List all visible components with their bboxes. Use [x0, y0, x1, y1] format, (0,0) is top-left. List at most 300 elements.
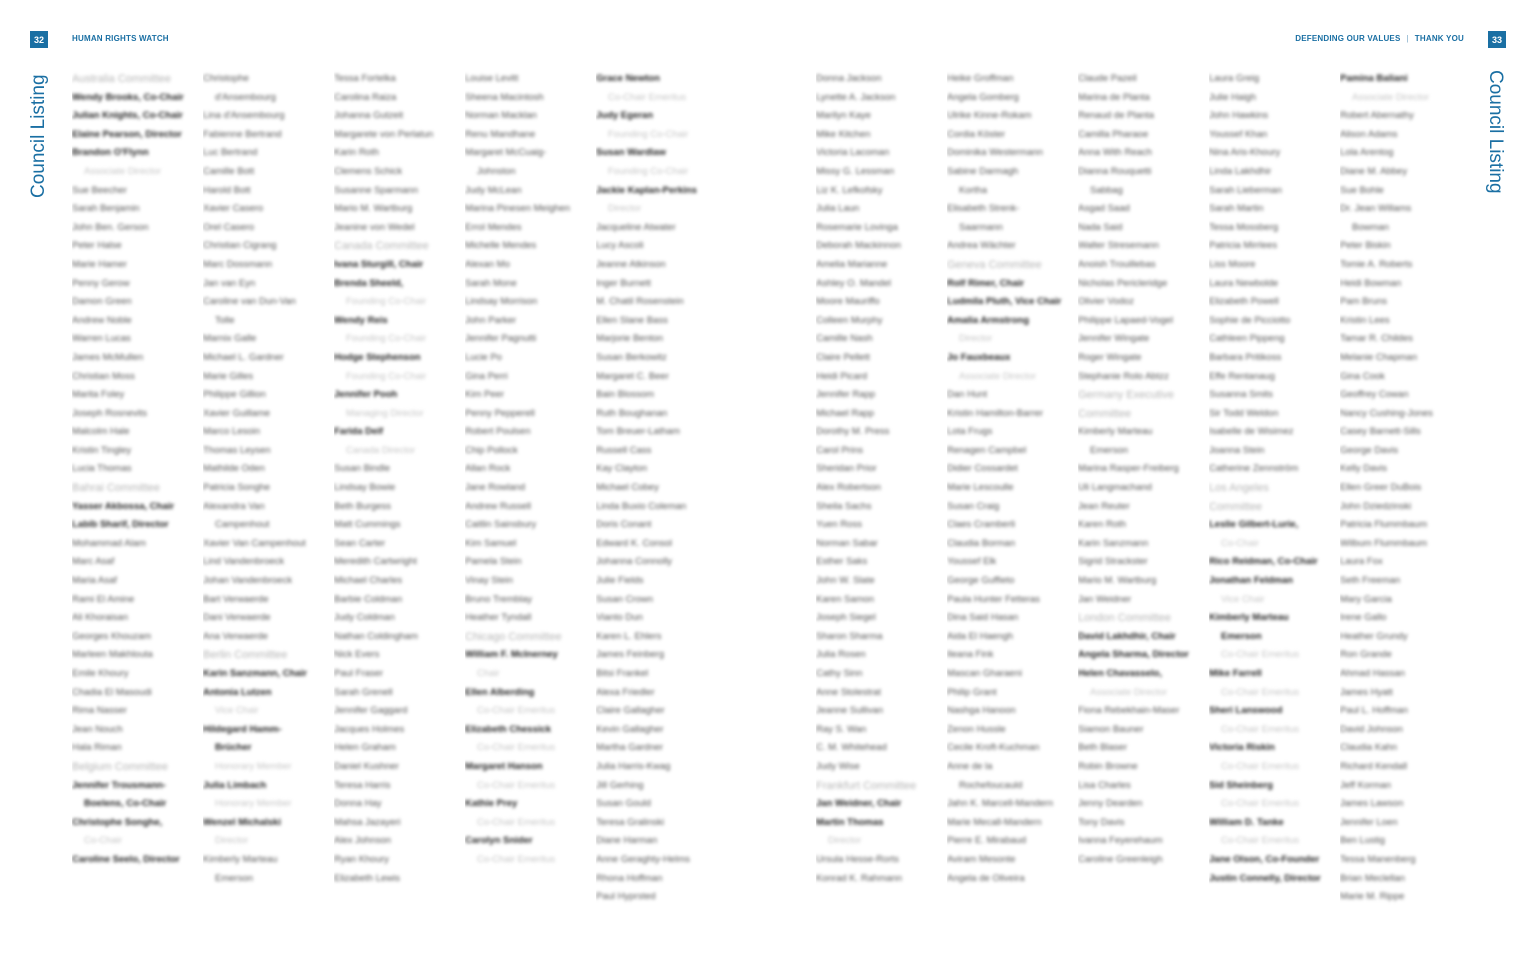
council-member-name: Lindsay Morrison [465, 296, 538, 308]
council-member-name: Carol Prins [816, 444, 863, 456]
council-member-name: Vinay Stein [465, 575, 513, 587]
council-member-name: Joseph Rosnevits [72, 407, 147, 419]
council-member-name: Marie M. Rippe [1340, 891, 1405, 903]
committee-officer: Rico Reidman, Co-Chair [1209, 556, 1318, 568]
council-member-name: Jeanine von Wedel [334, 221, 415, 233]
council-member-name: John Parker [465, 314, 517, 326]
council-member-name: Sharon Sharma [816, 630, 883, 642]
council-member-name: Peter Halse [72, 240, 122, 252]
council-member-name: Nashga Hanoon [947, 705, 1016, 717]
council-member-name: Ashley O. Mandel [816, 277, 891, 289]
council-member-name: Pam Bruns [1340, 296, 1387, 308]
council-member-name: Jahn K. Marcell-Mandern [947, 798, 1054, 810]
council-member-name: Johanna Gutzeit [334, 110, 404, 122]
member-role: Co-Chair Emeritus [477, 705, 556, 717]
listing-column [1078, 70, 1209, 907]
council-member-name: Jennifer Pagnutti [465, 333, 537, 345]
council-member-name: Susan Gould [596, 798, 651, 810]
council-member-name: Caroline Greenleigh [1078, 853, 1163, 865]
council-member-name: Peter Biskin [1340, 240, 1391, 252]
council-member-name: Lisa Charles [1078, 779, 1131, 791]
council-member-name: Marco Lesoin [203, 426, 261, 438]
council-member-name: Ray S. Wan [816, 723, 867, 735]
council-member-name: Lynette A. Jackson [816, 91, 896, 103]
council-member-name: Joseph Siegel [816, 612, 876, 624]
council-member-name: Ulrike Kinne-Rokam [947, 110, 1032, 122]
council-member-name: Ruth Boughanan [596, 407, 668, 419]
member-role: Founding Co-Chair [608, 128, 689, 140]
council-member-name: Nina Aris-Khoury [1209, 147, 1281, 159]
council-member-name: Tomie A. Roberts [1340, 258, 1413, 270]
council-member-name: Catherine Zennström [1209, 463, 1299, 475]
member-role: Canada Director [346, 444, 416, 456]
council-member-name: Sarah Grenell [334, 686, 393, 698]
council-member-name: Lucy Ascoli [596, 240, 644, 252]
council-member-name: Karin Roth [334, 147, 379, 159]
council-member-name: Anne de la [947, 760, 993, 772]
council-member-name: Dianna Rouquetti [1078, 165, 1152, 177]
council-member-name: Brian Meclellan [1340, 872, 1405, 884]
council-member-name: Jane Rowland [465, 482, 526, 494]
council-member-name: Alex Robertson [816, 482, 881, 494]
council-member-name: Tony Davis [1078, 816, 1125, 828]
council-member-name: Elizabeth Lewis [334, 872, 401, 884]
council-member-name: Nancy Cushing-Jones [1340, 407, 1433, 419]
council-member-name: Angela Gomberg [947, 91, 1019, 103]
council-member-name: Donna Jackson [816, 73, 882, 84]
council-member-name: Joanna Stein [1209, 444, 1265, 456]
council-member-name: Andrew Noble [72, 314, 132, 326]
council-member-name: Camilla Pharaoe [1078, 128, 1149, 140]
council-member-name: Seth Freeman [1340, 575, 1401, 587]
name-columns [816, 70, 1471, 907]
council-member-name: Laura Fox [1340, 556, 1383, 568]
council-member-name: Liz K. Lefkofsky [816, 184, 883, 196]
member-role: Honorary Member [215, 798, 292, 810]
council-member-name: Sarah Martin [1209, 203, 1264, 215]
council-member-name: James Feinberg [596, 649, 665, 661]
council-member-name: Bruno Tremblay [465, 593, 533, 605]
council-member-name: Paul L. Hoffman [1340, 705, 1408, 717]
council-member-name: Kevin Gallagher [596, 723, 664, 735]
council-member-name: Philippe Gillion [203, 389, 266, 401]
council-member-name: Melanie Chapman [1340, 351, 1418, 363]
council-member-name: Anne Geraghty-Helms [596, 853, 690, 865]
member-role: Co-Chair Emeritus [477, 816, 556, 828]
council-member-name: Beth Blaser [1078, 742, 1128, 754]
section-header [1295, 34, 1464, 43]
council-member-name: Alison Adams [1340, 128, 1398, 140]
member-role: Co-Chair Emeritus [1221, 649, 1300, 661]
council-member-name: Camille Bott [203, 165, 255, 177]
council-member-name: Judy Wise [816, 760, 860, 772]
council-member-name: Marie Hamer [72, 258, 127, 270]
council-member-name: Julie Haigh [1209, 91, 1256, 103]
council-member-name: Jean Nouch [72, 723, 123, 735]
member-role: Co-Chair Emeritus [1221, 760, 1300, 772]
council-member-name: Didier Cossardet [947, 463, 1018, 475]
council-member-name: Heather Grundy [1340, 630, 1408, 642]
council-member-name: Rami El Amine [72, 593, 135, 605]
committee-officer: Wendy Brooks, Co-Chair [72, 91, 184, 103]
council-member-name: Victoria Lacoman [816, 147, 890, 159]
council-member-name: Effe Rentanaug [1209, 370, 1275, 382]
council-member-name: Xavier Van Campenhout [203, 537, 306, 549]
member-role: Associate Director [84, 165, 162, 177]
committee-officer: Karin Sanzmann, Chair [203, 668, 307, 679]
council-member-name: Sheena Macintosh [465, 91, 544, 103]
committee-heading: London Committee [1078, 612, 1171, 625]
council-member-name: Andrew Russell [465, 500, 531, 512]
listing-column [947, 70, 1078, 907]
council-member-name: Angela de Oliveira [947, 872, 1025, 884]
council-member-name: Jennifer Gaggard [334, 705, 408, 717]
council-member-name: Anne Stolestrat [816, 686, 881, 698]
council-member-name: Beth Burgess [334, 500, 392, 512]
council-member-name: Johnston [477, 165, 516, 177]
council-member-name: Lucie Po [465, 351, 502, 363]
council-member-name: Camille Nash [816, 333, 873, 345]
member-role: Co-Chair Emeritus [477, 742, 556, 754]
council-member-name: Youssef Khan [1209, 128, 1268, 140]
council-member-name: Matt Cummings [334, 519, 401, 531]
council-member-name: Marjorie Benton [596, 333, 664, 345]
listing-column [1340, 70, 1471, 907]
council-member-name: Zenon Hussle [947, 723, 1006, 735]
committee-heading: Belgium Committee [72, 760, 168, 773]
council-member-name: John W. Slate [816, 575, 875, 587]
committee-officer: Julian Knights, Co-Chair [72, 110, 183, 122]
council-member-name: Cathy Sinn [816, 668, 863, 679]
council-member-name: Julie Fields [596, 575, 644, 587]
council-member-name: Dr. Jean Willams [1340, 203, 1412, 215]
committee-heading: Chicago Committee [465, 630, 562, 643]
council-member-name: Harold Bott [203, 184, 251, 196]
council-member-name: Karin Sanzmann [1078, 537, 1149, 549]
council-member-name: Jenny Dearden [1078, 798, 1143, 810]
council-member-name: Claudia Borman [947, 537, 1016, 549]
council-member-name: Mary Garcia [1340, 593, 1392, 605]
council-member-name: Marc Dossmann [203, 258, 273, 270]
member-role: Chair [477, 668, 500, 679]
council-member-name: Mascan Gharaeni [947, 668, 1022, 679]
council-member-name: Elisabeth Strenk- [947, 203, 1020, 215]
council-member-name: Konrad K. Rahmann [816, 872, 903, 884]
council-member-name: George Davis [1340, 444, 1399, 456]
council-member-name: Sean Carter [334, 537, 386, 549]
council-member-name: Renaud de Planta [1078, 110, 1155, 122]
council-member-name: Mario M. Wartburg [334, 203, 413, 215]
council-member-name: Lind Vandenbroeck [203, 556, 285, 568]
council-member-name: Bart Verwaerde [203, 593, 269, 605]
council-member-name: Aviram Mesonte [947, 853, 1016, 865]
council-member-name: Hala Riman [72, 742, 122, 754]
council-member-name: Donna Hay [334, 798, 382, 810]
council-member-name: Nathan Coldingham [334, 630, 418, 642]
header-separator: | [1406, 34, 1409, 43]
council-member-name: Marilyn Kaye [816, 110, 871, 122]
council-member-name: Ana Verwaerde [203, 630, 268, 642]
council-member-name: John Ben. Gerson [72, 221, 149, 233]
side-title [28, 70, 52, 210]
council-member-name: Kim Peer [465, 389, 505, 401]
council-member-name: Mohammad Alam [72, 537, 146, 549]
council-member-name: Bitsi Frankel [596, 668, 649, 679]
council-member-name: Claes Cramberli [947, 519, 1016, 531]
council-member-name: Ahmad Hassan [1340, 668, 1405, 679]
council-member-name: Maria Asaf [72, 575, 117, 587]
committee-officer: Martin Thomas [816, 816, 884, 828]
committee-officer: Grace Newton [596, 73, 660, 84]
committee-officer: Hildegard Hamm- [203, 723, 282, 735]
council-member-name: Marina de Planta [1078, 91, 1150, 103]
council-member-name: Dina Said Hasan [947, 612, 1019, 624]
council-member-name: Lindsay Bowie [334, 482, 396, 494]
council-member-name: Emile Khoury [72, 668, 129, 679]
committee-officer: Kathie Prey [465, 798, 518, 810]
council-member-name: Edward K. Consol [596, 537, 673, 549]
council-member-name: Michael L. Gardner [203, 351, 284, 363]
council-member-name: Geoffrey Cowan [1340, 389, 1409, 401]
committee-heading: Committee [1209, 500, 1263, 513]
council-member-name: Ileana Fink [947, 649, 994, 661]
council-member-name: Sigrid Strackster [1078, 556, 1148, 568]
council-member-name: Missy G. Lessman [816, 165, 895, 177]
council-member-name: Teresa Harris [334, 779, 391, 791]
council-member-name: Marc Asaf [72, 556, 115, 568]
council-member-name: Tamar R. Childes [1340, 333, 1413, 345]
council-member-name: Campenhout [215, 519, 270, 531]
committee-officer: Jackie Kaplan-Perkins [596, 184, 697, 196]
council-member-name: Susan Berkowitz [596, 351, 667, 363]
committee-officer: Jennifer Pooh [334, 389, 398, 401]
council-member-name: Caitlin Sainsbury [465, 519, 537, 531]
council-member-name: Renu Mandhane [465, 128, 536, 140]
council-member-name: Karen Roth [1078, 519, 1127, 531]
council-member-name: Sheila Sachs [816, 500, 872, 512]
council-member-name: Susan Bindle [334, 463, 390, 475]
council-member-name: Kelly Davis [1340, 463, 1387, 475]
committee-officer: Sheri Lanswood [1209, 705, 1283, 717]
council-member-name: Marina Rasper-Freiberg [1078, 463, 1179, 475]
council-member-name: Doris Conant [596, 519, 652, 531]
committee-officer: Christophe Songhe, [72, 816, 163, 828]
council-member-name: Christophe [203, 73, 249, 84]
council-member-name: Damon Green [72, 296, 132, 308]
council-member-name: Marleen Makhlouta [72, 649, 153, 661]
council-member-name: Louise Levitt [465, 73, 519, 84]
council-member-name: Barbie Coldman [334, 593, 403, 605]
council-member-name: Youssef Elk [947, 556, 997, 568]
committee-officer: Antonia Lutzen [203, 686, 272, 698]
council-member-name: Ivanna Feyerehaum [1078, 835, 1163, 847]
council-member-name: Rhona Hoffman [596, 872, 663, 884]
council-member-name: Kristin Tingley [72, 444, 132, 456]
council-member-name: Norman Sabar [816, 537, 878, 549]
council-member-name: Yuen Ross [816, 519, 862, 531]
council-member-name: Michael Rapp [816, 407, 875, 419]
council-member-name: Russell Cass [596, 444, 652, 456]
member-role: Director [608, 203, 642, 215]
council-member-name: Tessa Mossberg [1209, 221, 1279, 233]
page-number-badge: 32 [30, 31, 48, 48]
council-member-name: Jan van Eyn [203, 277, 256, 289]
council-member-name: Richard Kendall [1340, 760, 1408, 772]
council-member-name: Helen Graham [334, 742, 396, 754]
committee-officer: Carolyn Snider [465, 835, 533, 847]
committee-officer: Victoria Riskin [1209, 742, 1275, 754]
council-member-name: Linda Lakhdhir [1209, 165, 1272, 177]
side-title-text: Council Listing [28, 74, 49, 198]
member-role: Founding Co-Chair [346, 333, 427, 345]
committee-officer: Labib Sharif, Director [72, 519, 169, 531]
committee-officer: Ludmila Pluth, Vice Chair [947, 296, 1062, 308]
member-role: Founding Co-Chair [608, 165, 689, 177]
member-role: Honorary Member [215, 760, 292, 772]
committee-officer: Helen Chavasselo, [1078, 668, 1162, 679]
council-member-name: Michael Charles [334, 575, 403, 587]
council-member-name: Julia Rosen [816, 649, 866, 661]
council-member-name: Sir Todd Weldon [1209, 407, 1279, 419]
committee-officer: Boelens, Co-Chair [84, 798, 167, 810]
council-member-name: Kimberly Marteau [203, 853, 278, 865]
council-member-name: Laura Newbolde [1209, 277, 1279, 289]
council-member-name: James Lawson [1340, 798, 1404, 810]
council-member-name: Dan Hunt [947, 389, 988, 401]
section-title: DEFENDING OUR VALUES [1295, 34, 1401, 43]
council-member-name: Errol Mendes [465, 221, 522, 233]
council-member-name: Christian Cigrang [203, 240, 277, 252]
committee-heading: Canada Committee [334, 240, 429, 253]
side-title [1484, 70, 1508, 210]
committee-officer: Yasser Akbossa, Chair [72, 500, 175, 512]
council-member-name: Jacqueline Atwater [596, 221, 676, 233]
council-member-name: Dominika Westermann [947, 147, 1043, 159]
committee-heading: Committee [1078, 407, 1132, 420]
council-member-name: Heather Tyndall [465, 612, 532, 624]
publication-title: HUMAN RIGHTS WATCH [72, 34, 169, 43]
council-member-name: Fabienne Bertrand [203, 128, 282, 140]
council-member-name: C. M. Whitehead [816, 742, 887, 754]
council-member-name: Karen L. Ehlers [596, 630, 662, 642]
council-member-name: Sophie de Picciotto [1209, 314, 1291, 326]
council-member-name: Luc Bertrand [203, 147, 258, 159]
council-member-name: Rima Nasser [72, 705, 127, 717]
council-member-name: Michelle Mendes [465, 240, 537, 252]
committee-officer: Jane Olson, Co-Founder [1209, 853, 1320, 865]
committee-officer: Julia Limbach [203, 779, 267, 791]
council-member-name: Sarah Lieberman [1209, 184, 1282, 196]
council-member-name: Esther Saks [816, 556, 868, 568]
council-member-name: Susan Craig [947, 500, 1000, 512]
listing-column [1209, 70, 1340, 907]
committee-officer: Pamina Baliani [1340, 73, 1408, 84]
member-role: Co-Chair Emeritus [1221, 723, 1300, 735]
council-member-name: Daniel Kushner [334, 760, 399, 772]
council-member-name: John Dziedzinski [1340, 500, 1412, 512]
council-member-name: Renagen Campbel [947, 444, 1027, 456]
council-member-name: Ellen Greer DuBois [1340, 482, 1422, 494]
committee-officer: Brücher [215, 742, 252, 754]
council-member-name: Judy McLean [465, 184, 522, 196]
council-member-name: Ben Lustig [1340, 835, 1385, 847]
council-member-name: Jennifer Wingate [1078, 333, 1150, 345]
committee-officer: William D. Tanke [1209, 816, 1284, 828]
council-member-name: Laura Greig [1209, 73, 1260, 84]
listing-column [72, 70, 203, 907]
council-member-name: Clemens Schick [334, 165, 403, 177]
committee-officer: Sid Sheinberg [1209, 779, 1273, 791]
council-member-name: Ali Khoraisan [72, 612, 128, 624]
council-member-name: Jan Weidner [1078, 593, 1132, 605]
council-member-name: Margaret McCuaig- [465, 147, 547, 159]
council-member-name: Colleen Murphy [816, 314, 883, 326]
committee-officer: Rolf Rimer, Chair [947, 277, 1025, 289]
council-member-name: Kristin Hamilton-Barrer [947, 407, 1044, 419]
council-member-name: Johanna Connolly [596, 556, 673, 568]
committee-officer: Elaine Pearson, Director [72, 128, 182, 140]
council-member-name: Cordia Köster [947, 128, 1006, 140]
council-member-name: Tolle [215, 314, 235, 326]
council-member-name: Sue Beecher [72, 184, 127, 196]
council-member-name: Deborah Mackinnon [816, 240, 902, 252]
member-role: Vice Chair [1221, 593, 1265, 605]
subsection-title: THANK YOU [1414, 34, 1464, 43]
right-page [768, 0, 1536, 960]
name-columns [72, 70, 727, 907]
council-member-name: Patricia Songhe [203, 482, 271, 494]
committee-officer: Jonathan Feldman [1209, 575, 1293, 587]
council-member-name: Orel Casero [203, 221, 255, 233]
council-member-name: Paul Fraser [334, 668, 384, 679]
listing-column [816, 70, 947, 907]
council-member-name: Heidi Bowman [1340, 277, 1402, 289]
council-member-name: Judy Coldman [334, 612, 395, 624]
committee-officer: Susan Wardlaw [596, 147, 666, 159]
council-member-name: Teresa Gralinski [596, 816, 665, 828]
council-member-name: Walter Stresemann [1078, 240, 1159, 252]
council-member-name: Anoish Trouillebas [1078, 258, 1156, 270]
council-member-name: Philip Grant [947, 686, 997, 698]
council-member-name: Elizabeth Powell [1209, 296, 1279, 308]
council-member-name: Alex Johnson [334, 835, 392, 847]
council-member-name: Lola Arentog [1340, 147, 1394, 159]
committee-officer: Hodge Stephenson [334, 351, 421, 363]
committee-officer: Judy Egeran [596, 110, 654, 122]
council-member-name: Aida El Haengh [947, 630, 1014, 642]
council-member-name: Kimberly Marteau [1078, 426, 1153, 438]
council-member-name: Marie Gilles [203, 370, 254, 382]
committee-heading: Germany Executive [1078, 389, 1174, 402]
council-member-name: Philippe Lapaed-Vogel [1078, 314, 1174, 326]
council-member-name: Penny Gerow [72, 277, 130, 289]
council-member-name: Meredith Cartwright [334, 556, 417, 568]
committee-officer: Caroline Seelo, Director [72, 853, 180, 865]
member-role: Co-Chair Emeritus [477, 853, 556, 865]
council-member-name: Roger Wingate [1078, 351, 1142, 363]
council-member-name: Vianto Dun [596, 612, 643, 624]
council-member-name: Ron Grande [1340, 649, 1392, 661]
council-member-name: Irene Gallo [1340, 612, 1387, 624]
council-member-name: Nada Said [1078, 221, 1123, 233]
council-member-name: Jeanne Sullivan [816, 705, 884, 717]
side-title-text: Council Listing [1485, 70, 1506, 194]
listing-column [465, 70, 596, 907]
council-member-name: Susanne Sparmann [334, 184, 418, 196]
council-member-name: Mike Kitchen [816, 128, 871, 140]
council-member-name: Julia Laun [816, 203, 860, 215]
council-member-name: Casey Barnett-Sills [1340, 426, 1421, 438]
